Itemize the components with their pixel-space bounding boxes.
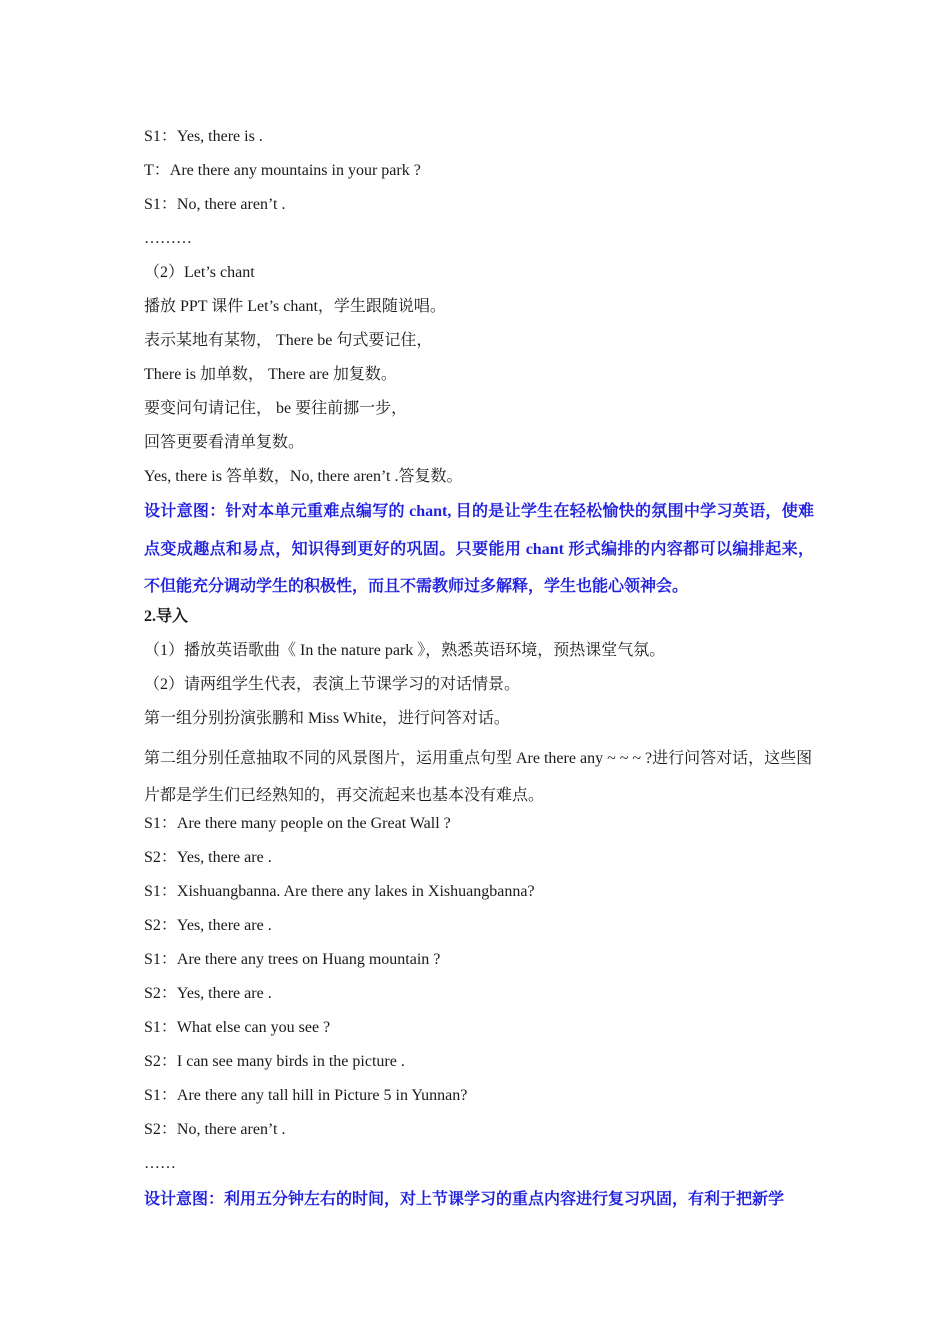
section-heading: 2.导入: [144, 607, 189, 625]
dialogue-line: S1：What else can you see ?: [144, 1018, 331, 1036]
document-body: [144, 124, 814, 1218]
step-heading: （2）Let’s chant: [144, 264, 255, 281]
dialogue-line: T：Are there any mountains in your park ?: [144, 162, 421, 179]
ellipsis-line: ……: [144, 1154, 176, 1172]
design-intent-note: 设计意图：针对本单元重难点编写的 chant, 目的是让学生在轻松愉快的氛围中学习英语，使难点变成趣点和易点，知识得到更好的巩固。只要能用 chant 形式编排的内容都可以编排起来，不但能充分调动学生的积极性，而且不需教师过多解释，学生也能心领神会。: [144, 503, 814, 595]
dialogue-line: S2：Yes, there are .: [144, 984, 272, 1002]
dialogue-line: S1：Are there any trees on Huang mountain ?: [144, 950, 441, 968]
chant-line: 表示某地有某物， There be 句式要记住，: [144, 332, 433, 349]
dialogue-line: S2：No, there aren’t .: [144, 1120, 286, 1138]
step-line: 第一组分别扮演张鹏和 Miss White，进行问答对话。: [144, 709, 510, 727]
dialogue-line: S2：Yes, there are .: [144, 848, 272, 866]
dialogue-line: S1：Are there any tall hill in Picture 5 in Yunnan?: [144, 1086, 468, 1104]
dialogue-line: S1：Yes, there is .: [144, 128, 263, 145]
chant-line: Yes, there is 答单数，No, there aren’t .答复数。: [144, 468, 463, 485]
ellipsis-line: ………: [144, 230, 192, 247]
dialogue-line: S2：I can see many birds in the picture .: [144, 1052, 405, 1070]
dialogue-line: S1：No, there aren’t .: [144, 196, 286, 213]
step-line: （2）请两组学生代表，表演上节课学习的对话情景。: [144, 675, 521, 693]
chant-line: 要变问句请记住， be 要往前挪一步，: [144, 400, 408, 417]
step-line: （1）播放英语歌曲《 In the nature park 》，熟悉英语环境，预热课堂气氛。: [144, 641, 666, 659]
design-intent-note: 设计意图：利用五分钟左右的时间，对上节课学习的重点内容进行复习巩固，有利于把新学: [144, 1190, 785, 1208]
instruction-line: 播放 PPT 课件 Let’s chant，学生跟随说唱。: [144, 298, 446, 315]
dialogue-line: S1：Are there many people on the Great Wall ?: [144, 814, 451, 832]
dialogue-line: S2：Yes, there are .: [144, 916, 272, 934]
chant-line: 回答更要看清单复数。: [144, 434, 305, 451]
paragraph: 第二组分别任意抽取不同的风景图片，运用重点句型 Are there any ~ ~ ~ ?进行问答对话，这些图片都是学生们已经熟知的，再交流起来也基本没有难点。: [144, 749, 813, 804]
chant-line: There is 加单数， There are 加复数。: [144, 366, 397, 383]
dialogue-line: S1：Xishuangbanna. Are there any lakes in Xishuangbanna?: [144, 882, 535, 900]
